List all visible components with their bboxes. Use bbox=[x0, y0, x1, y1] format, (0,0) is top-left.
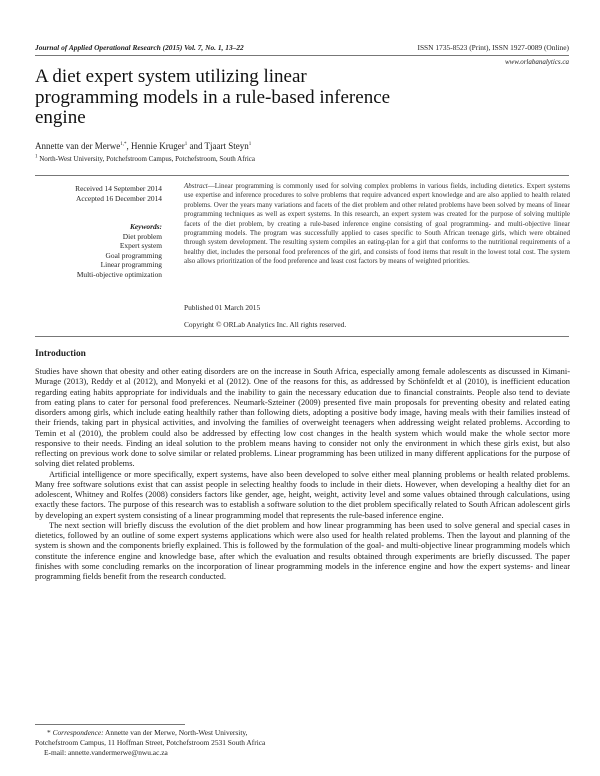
accepted-date: Accepted 16 December 2014 bbox=[76, 193, 162, 203]
footnote-line: Potchefstroom Campus, 11 Hoffman Street, Potchefstroom 2531 South Africa bbox=[35, 738, 266, 747]
affiliation-mark: 1 bbox=[35, 154, 38, 160]
abstract-label: Abstract bbox=[184, 182, 208, 190]
copyright-notice: Copyright © ORLab Analytics Inc. All rights reserved. bbox=[184, 320, 347, 329]
footnote-rule bbox=[35, 724, 185, 725]
section-heading-introduction: Introduction bbox=[35, 349, 86, 359]
author-name: , Hennie Kruger bbox=[126, 141, 185, 151]
paragraph: Studies have shown that obesity and other eating disorders are on the increase in South Africa, especially among female adolescents as discussed in Kimani-Murage (2013), Reddy et al (2012), and Monyeki et al (2012). One of the reasons for this, as addressed by Schönfeldt et al (2010), is inefficient education regarding eating habits appropriate for individuals and the inability to gain the necessary education due to financial constraints. People also tend to deviate from eating plans to cater for personal food preferences. Neumark-Szteiner (2009) presented five main proposals for preventing obesity and related eating disorders among girls, which include eating healthily rather than following diets, adopting a positive body image, having meals with their families instead of their friends, taking part in physical activities, and involving the families of overweight teenagers when addressing weight related problems. According to Temin et al (2010), the problem could also be addressed by effecting low cost changes in the health system which would make the whole sector more responsive to their needs. Finding an ideal solution to the problem means having to consider not only the environment in which these girls exist, but also reflecting on previous work done to solve similar or related problems. Linear programming has been utilized in many different applications for the purpose of solving diet related problems. bbox=[35, 367, 570, 469]
keyword: Expert system bbox=[119, 241, 162, 250]
affiliation-text: North-West University, Potchefstroom Campus, Potchefstroom, South Africa bbox=[37, 155, 256, 163]
author-affil-mark: 1 bbox=[248, 142, 252, 147]
author-name: and Tjaart Steyn bbox=[187, 141, 249, 151]
keyword: Linear programming bbox=[100, 260, 162, 269]
introduction-body bbox=[35, 367, 570, 582]
footnote-mark: * bbox=[47, 728, 51, 737]
footnote-label: Correspondence: bbox=[52, 728, 104, 737]
author-affil-mark: 1,* bbox=[120, 142, 127, 147]
footnote-email[interactable]: E-mail: annette.vandermerwe@nwu.ac.za bbox=[44, 748, 168, 757]
footnote-line: Annette van der Merwe, North-West University, bbox=[103, 728, 248, 737]
author-list bbox=[35, 141, 251, 151]
keyword: Diet problem bbox=[122, 231, 162, 241]
author-name: Annette van der Merwe bbox=[35, 141, 121, 151]
section-rule bbox=[35, 175, 569, 176]
affiliation bbox=[35, 155, 255, 163]
running-header bbox=[35, 43, 569, 55]
section-rule bbox=[35, 336, 569, 337]
abstract bbox=[184, 182, 570, 267]
keyword: Goal programming bbox=[105, 250, 162, 260]
journal-url[interactable]: www.orlabanalytics.ca bbox=[504, 58, 569, 66]
paragraph: The next section will briefly discuss the evolution of the diet problem and how linear programming has been used to solve general and special cases in dietetics, followed by an outline of some expert systems applications which were also used for health related problems. Then the layout and planning of the system is shown and the components briefly explained. This is followed by the formulation of the goal- and multi-objective linear programming models which constitute the inference engine and knowledge base, after which the evaluation and results obtained through experiments are briefly discussed. The paper finishes with some concluding remarks on the incorporation of linear programming models in the inference engine and how the expert systems- and linear programming fields benefit from the research conducted. bbox=[35, 520, 570, 581]
issn-info: ISSN 1735-8523 (Print), ISSN 1927-0089 (Online) bbox=[417, 43, 569, 52]
correspondence-footnote bbox=[35, 728, 265, 758]
published-date: Published 01 March 2015 bbox=[184, 303, 261, 312]
keyword: Multi-objective optimization bbox=[76, 269, 162, 279]
abstract-text: —Linear programming is commonly used for solving complex problems in various fields, including dietetics. Expert systems use expertise and inference procedures to solve problems that require advanced expert knowledge and are also applied to health related problems. Over the years many variations and facets of the diet problem and other related problems have been solved by means of linear programming techniques as well as expert systems. In this research, an expert system was created for the purpose of solving multiple facets of the diet problem, by creating a rule-based inference engine consisting of goal programming- and multi-objective linear programming models. The program was successfully applied to cases specific to South African teenage girls, which were obtained through system development. The resulting system compiles an eating-plan for a girl that conforms to the nutritional requirements of a healthy diet, includes the personal food preferences of the girl, and consists of food items that result in the lowest total cost. The system also allows prioritization of the food preference and least cost factors by means of weighted priorities. bbox=[184, 182, 570, 266]
article-meta-column bbox=[35, 184, 162, 279]
header-rule bbox=[35, 55, 569, 56]
paragraph: Artificial intelligence or more specifically, expert systems, have also been developed to solve either meal planning problems or health related problems. Many free software solutions exist that can assist people in selecting healthy foods to include in their diets. However, when developing a healthy diet for an adolescent, Whitney and Rolfes (2008) considers factors like gender, age, height, weight, activity level and some values obtained through calculations, using exactly these factors. The purpose of this research was to establish a software solution to the diet problem specifically related to South African adolescent girls by developing an expert system consisting of a linear programming model that represents the rule-based inference engine. bbox=[35, 469, 570, 520]
author-affil-mark: 1 bbox=[184, 142, 188, 147]
journal-citation: Journal of Applied Operational Research (2015) Vol. 7, No. 1, 13–22 bbox=[35, 43, 244, 52]
received-date: Received 14 September 2014 bbox=[75, 184, 162, 193]
keywords-label: Keywords: bbox=[129, 222, 162, 231]
paper-title: A diet expert system utilizing linear programming models in a rule-based inference engine bbox=[35, 66, 391, 128]
